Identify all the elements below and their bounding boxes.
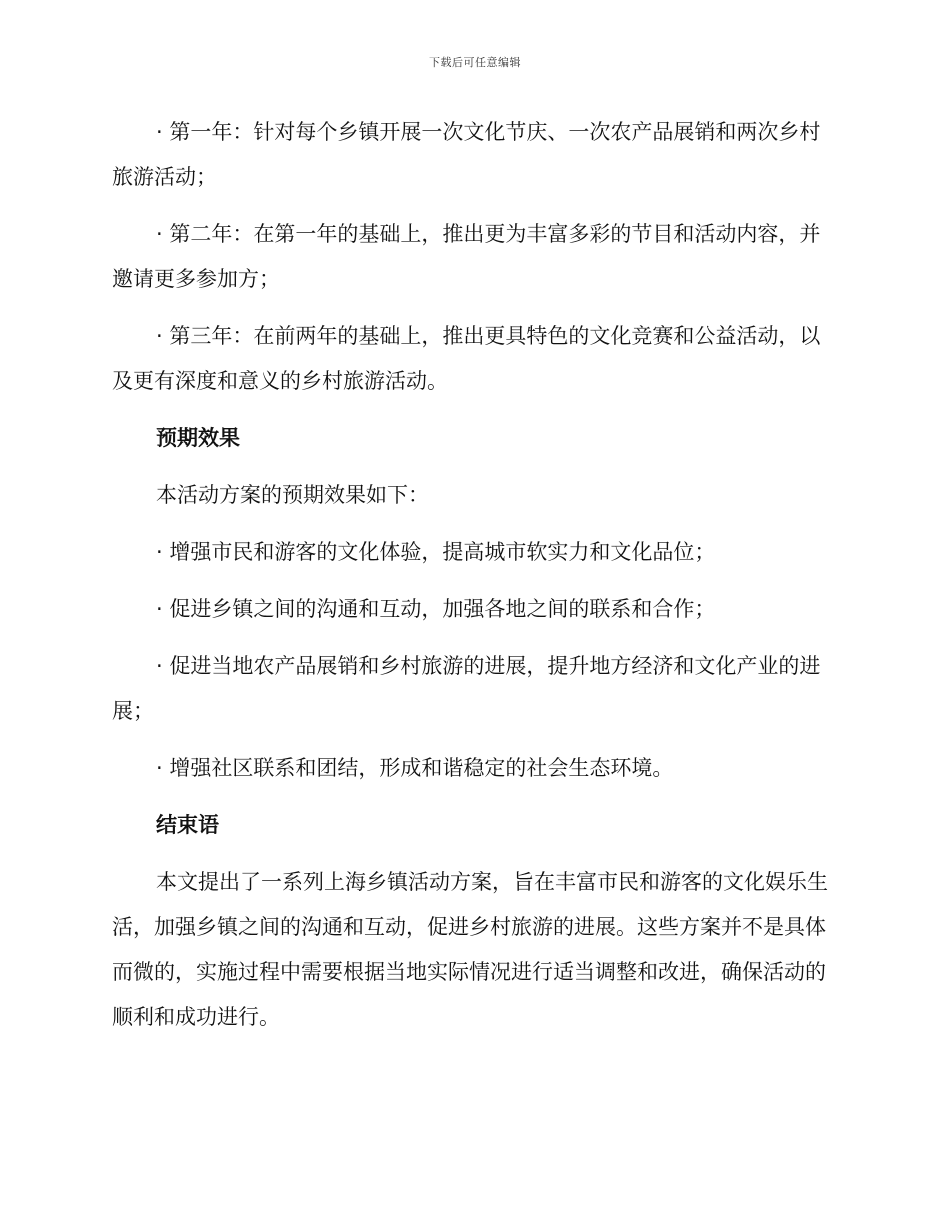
- paragraph-year-three: · 第三年：在前两年的基础上，推出更具特色的文化竞赛和公益活动，以及更有深度和意义的乡村旅游活动。: [112, 324, 821, 393]
- paragraph-effects-intro: 本活动方案的预期效果如下：: [156, 483, 429, 507]
- paragraph-year-one: · 第一年：针对每个乡镇开展一次文化节庆、一次农产品展销和两次乡村旅游活动；: [112, 120, 821, 189]
- paragraph-conclusion: 本文提出了一系列上海乡镇活动方案，旨在丰富市民和游客的文化娱乐生活，加强乡镇之间的沟通和互动，促进乡村旅游的进展。这些方案并不是具体而微的，实施过程中需要根据当地实际情况进行适当调整和改进，确保活动的顺利和成功进行。: [112, 870, 828, 1029]
- paragraph-effect-culture: · 增强市民和游客的文化体验，提高城市软实力和文化品位；: [156, 540, 716, 564]
- paragraph-year-two: · 第二年：在第一年的基础上，推出更为丰富多彩的节目和活动内容，并邀请更多参加方；: [112, 222, 821, 291]
- paragraph-effect-communication: · 促进乡镇之间的沟通和互动，加强各地之间的联系和合作；: [156, 597, 716, 621]
- document-body: [112, 110, 834, 1052]
- page-header: 下载后可任意编辑: [429, 56, 521, 69]
- section-heading-conclusion: 结束语: [156, 813, 219, 837]
- paragraph-effect-community: · 增强社区联系和团结，形成和谐稳定的社会生态环境。: [156, 756, 674, 780]
- paragraph-effect-economy: · 促进当地农产品展销和乡村旅游的进展，提升地方经济和文化产业的进展；: [112, 654, 821, 723]
- section-heading-expected-effects: 预期效果: [156, 426, 240, 450]
